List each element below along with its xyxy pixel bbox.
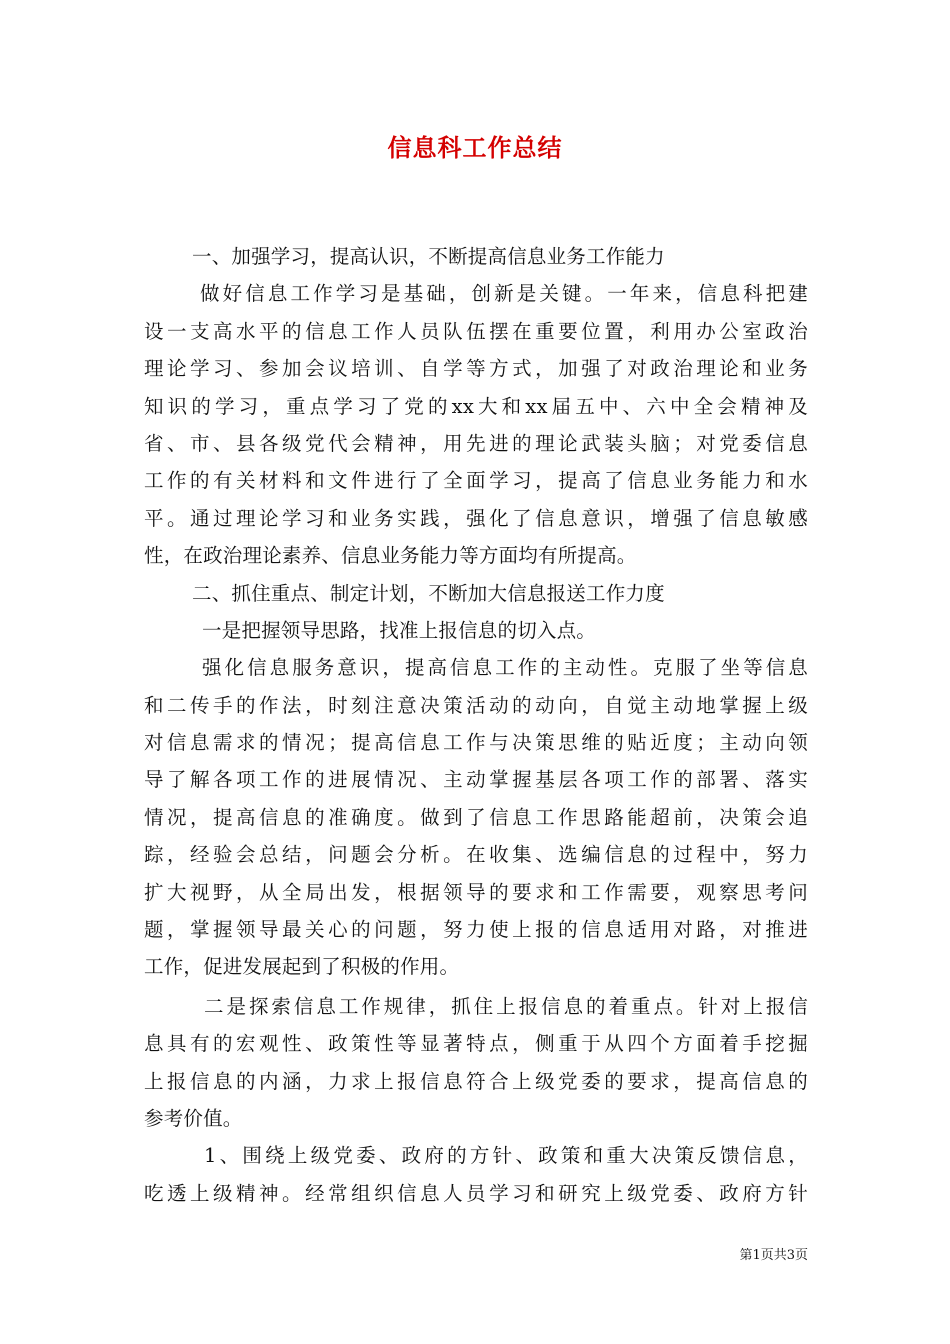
paragraph-line: 息具有的宏观性、政策性等显著特点，侧重于从四个方面着手挖掘 [144,1032,808,1056]
subheading-line: 一是把握领导思路，找准上报信息的切入点。 [202,618,597,642]
paragraph-line: 踪，经验会总结，问题会分析。在收集、选编信息的过程中，努力 [144,843,808,867]
paragraph-line: 吃透上级精神。经常组织信息人员学习和研究上级党委、政府方针 [144,1181,808,1205]
section-heading-1: 一、加强学习，提高认识，不断提高信息业务工作能力 [192,245,665,268]
paragraph-line: 参考价值。 [144,1106,243,1130]
document-body [144,238,808,1212]
paragraph-line: 设一支高水平的信息工作人员队伍摆在重要位置，利用办公室政治 [144,319,808,343]
paragraph-line: 强化信息服务意识，提高信息工作的主动性。克服了坐等信息 [202,656,808,680]
paragraph-line: 工作的有关材料和文件进行了全面学习，提高了信息业务能力和水 [144,469,808,493]
paragraph-line: 对信息需求的情况；提高信息工作与决策思维的贴近度；主动向领 [144,731,808,755]
paragraph-line: 知识的学习，重点学习了党的xx大和xx届五中、六中全会精神及 [144,394,808,418]
paragraph-line: 性，在政治理论素养、信息业务能力等方面均有所提高。 [144,544,637,568]
document-title: 信息科工作总结 [387,134,563,162]
paragraph-line: 工作，促进发展起到了积极的作用。 [144,955,460,979]
paragraph-line: 做好信息工作学习是基础，创新是关键。一年来，信息科把建 [200,282,808,306]
section-heading-2: 二、抓住重点、制定计划，不断加大信息报送工作力度 [192,581,665,605]
paragraph-line: 情况，提高信息的准确度。做到了信息工作思路能超前，决策会追 [144,805,808,829]
paragraph-line: 省、市、县各级党代会精神，用先进的理论武装头脑；对党委信息 [144,431,808,455]
paragraph-line: 题，掌握领导最关心的问题，努力使上报的信息适用对路，对推进 [144,918,808,942]
paragraph-line: 扩大视野，从全局出发，根据领导的要求和工作需要，观察思考问 [144,880,808,904]
paragraph-line: 导了解各项工作的进展情况、主动掌握基层各项工作的部署、落实 [144,768,808,792]
paragraph-line: 上报信息的内涵，力求上报信息符合上级党委的要求，提高信息的 [144,1069,808,1093]
paragraph-line: 理论学习、参加会议培训、自学等方式，加强了对政治理论和业务 [144,357,808,381]
page-number: 第1页共3页 [739,1248,808,1263]
paragraph-line: 平。通过理论学习和业务实践，强化了信息意识，增强了信息敏感 [144,506,808,530]
paragraph-line: 和二传手的作法，时刻注意决策活动的动向，自觉主动地掌握上级 [144,693,808,717]
paragraph-line: 二是探索信息工作规律，抓住上报信息的着重点。针对上报信 [204,994,808,1018]
paragraph-line: 1、围绕上级党委、政府的方针、政策和重大决策反馈信息， [204,1144,808,1168]
